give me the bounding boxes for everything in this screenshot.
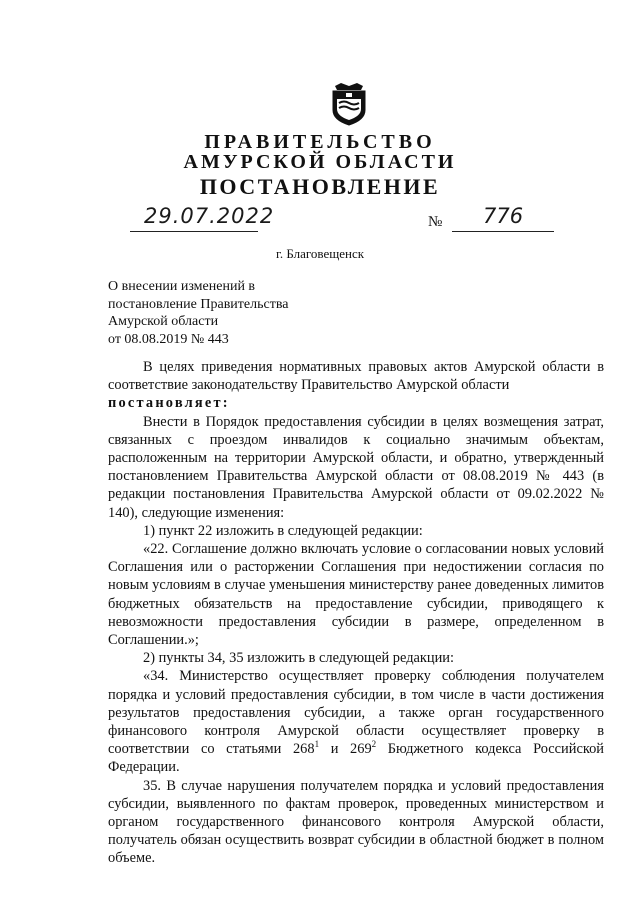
preamble-line2: соответствие законодательству Правительство Амурской области — [108, 377, 510, 394]
item1-heading: 1) пункт 22 изложить в следующей редакции: — [143, 522, 423, 539]
item2-heading: 2) пункты 34, 35 изложить в следующей редакции: — [143, 650, 454, 667]
amur-coat-of-arms-icon — [329, 80, 369, 126]
item34-text-b: и 269 — [319, 741, 372, 758]
item1-text: «22. Соглашение должно включать условие о согласовании новых условий Соглашения или о расторжении Соглашения при недостижении согласия по новым условиям в случае уменьшения министерству ранее доведенных лимитов бюджетных обязательств на предоставление субсидии, приводящего к невозможности предоставления субсидии в размере, определенном в Соглашении.»; — [108, 541, 604, 649]
decree-date: 29.07.2022 — [144, 204, 275, 228]
subject-line: Амурской области — [108, 314, 219, 329]
superscript-2: 2 — [371, 739, 377, 750]
item34-text — [108, 667, 604, 776]
decree-body — [108, 358, 604, 868]
subject-line: от 08.08.2019 № 443 — [108, 331, 229, 347]
item35-text: 35. В случае нарушения получателем порядка и условий предоставления субсидии, выявленного по фактам проверок, проведенных министерством и органом государственного финансового контроля Амурской области, получатель обязан осуществить возврат субсидии в областной бюджет в полном объеме. — [108, 777, 604, 867]
number-label: № — [428, 214, 443, 230]
subject-line: постановление Правительства — [108, 296, 289, 312]
resolves-word: постановляет: — [108, 395, 230, 412]
org-title-line1: ПРАВИТЕЛЬСТВО — [204, 131, 436, 153]
org-title-line2: АМУРСКОЙ ОБЛАСТИ — [183, 151, 457, 173]
decree-number: 776 — [483, 204, 524, 228]
item34-text-c: Бюджетного кодекса Российской Федерации. — [108, 741, 604, 776]
main-paragraph: Внести в Порядок предоставления субсидии в целях возмещения затрат, связанных с проездом инвалидов к социально значимым объектам, расположенным на территории Амурской области, и обратно, утвержденный постановлением Правительства Амурской области от 08.08.2019 № 443 (в редакции постановления Правительства Амурской области от 09.02.2022 № 140), следующие изменения: — [108, 413, 604, 521]
document-type-title: ПОСТАНОВЛЕНИЕ — [199, 174, 441, 199]
city-name: г. Благовещенск — [275, 246, 365, 261]
date-underline — [130, 231, 258, 232]
subject-line: О внесении изменений в — [108, 279, 256, 294]
number-underline — [452, 231, 554, 232]
preamble-line1: В целях приведения нормативных правовых актов Амурской области в — [143, 359, 604, 375]
decree-subject — [108, 278, 288, 348]
item34-text-a: «34. Министерство осуществляет проверку соблюдения получателем порядка и условий предоставления субсидии, в том числе в части достижения результатов предоставления субсидии, а также орган государственного финансового контроля Амурской области осуществляет проверку в соответствии со статьями 268 — [108, 668, 604, 758]
superscript-1: 1 — [314, 739, 320, 750]
